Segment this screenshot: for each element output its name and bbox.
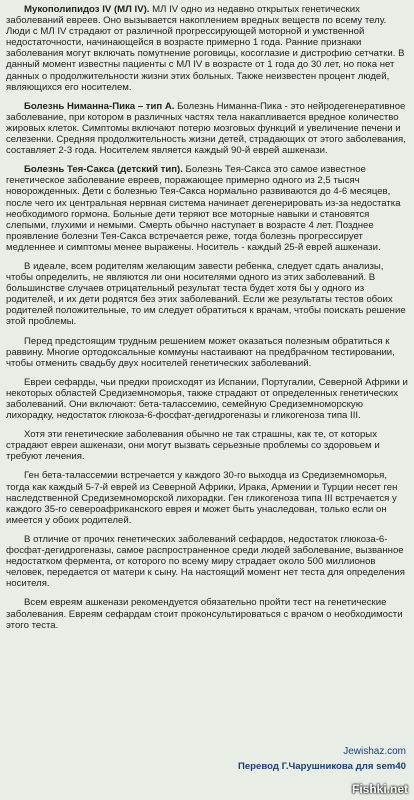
paragraph-frequency: Ген бета-талассемии встречается у каждого 30-го выходца из Средиземноморья, тогда как каждый 5-7-й еврей из Северной Африки, Ирака, Армении и Турции несет ген наследственной Средиземноморской лихорадки. Ген гликогеноза типа III встречается у каждого 35-го североафриканского еврея и может быть унаследован, только если он имеется у обоих родителей. — [6, 470, 398, 526]
paragraph-severity: Хотя эти генетические заболевания обычно не так страшны, как те, от которых страдают евреи ашкенази, они могут вызвать серьезные проблемы со здоровьем и требуют лечения. — [6, 429, 380, 463]
paragraph-sephardim: Евреи сефарды, чьи предки происходят из Испании, Португалии, Северной Африки и некоторых областей Средиземноморья, также страдают от определенных генетических заболеваний. Они включают: бета-талассемию, семейную Средиземноморскую лихорадку, недостаток глюкоза-6-фосфат-дегидрогеназы и гликогеноза типа III. — [6, 376, 408, 422]
paragraph-g6pd: В отличие от прочих генетических заболеваний сефардов, недостаток глюкоза-6-фосфат-дегидрогеназы, самое распространенное среди людей заболевание, вызванное недостатком фермента, от которого по всему миру страдает около 500 миллионов человек, передается от матери к сыну. На настоящий момент нет теста для определения носителя. — [6, 533, 405, 590]
site-watermark: Fishki.net — [351, 782, 408, 796]
paragraph-ml4 — [6, 4, 408, 93]
text-ml4: МЛ IV одно из недавно открытых генетических заболеваний евреев. Оно вызывается накоплением вредных веществ по всему телу. Люди с МЛ IV страдают от различной прогрессирующей моторной и умственной недостаточности, начинающейся в возрасте примерно 1 года. Ранние признаки заболевания могут включать помутнение роговицы, косоглазие и дистрофию сетчатки. В данный момент известны пациенты с МЛ IV в возрасте от 1 года до 30 лет, но пока нет данных о продолжительности жизни этих больных. Также неизвестен процент людей, являющихся его носителем. — [6, 4, 405, 93]
paragraph-testing: В идеале, всем родителям желающим завести ребенка, следует сдать анализы, чтобы определить, не являются ли они носителями одного из этих заболеваний. В большинстве случаев отрицательный результат теста будет хотя бы у одного из родителей, и их дети родятся без этих заболеваний. Если же результаты тестов обоих родителей положительные, то им следует обратиться к врачам, чтобы поискать решение этой проблемы. — [6, 260, 406, 328]
heading-niemann-pick: Болезнь Ниманна-Пика – тип А. — [24, 100, 175, 112]
text-niemann-pick: Болезнь Ниманна-Пика - это нейродегенеративное заболевание, при котором в различных частях тела накапливается вредное количество жировых клеток. Симптомы включают потерю мозговых функций и увеличение печени и селезенки. Средняя продолжительность жизни детей, страдающих от этого заболевания, составляет 2-3 года. Носителем является каждый 90-й еврей ашкенази. — [6, 100, 406, 157]
paragraph-tay-sachs — [6, 164, 408, 253]
paragraph-recommendation: Всем евреям ашкенази рекомендуется обязательно пройти тест на генетические заболевания. Евреям сефардам стоит проконсультироваться с врачом о необходимости этого теста. — [6, 597, 403, 631]
heading-tay-sachs: Болезнь Тея-Сакса (детский тип). — [24, 164, 183, 176]
article-footer — [238, 746, 406, 772]
paragraph-rabbi: Перед предстоящим трудным решением может оказаться полезным обратиться к раввину. Многие ортодоксальные коммуны настаивают на предбрачном тестировании, чтобы отменить свадьбу двух носителей генетических заболеваний. — [6, 335, 395, 369]
translation-credit: Перевод Г.Чарушникова для sem40 — [237, 761, 406, 772]
heading-ml4: Мукополипидоз IV (МЛ IV). — [24, 4, 150, 15]
paragraph-niemann-pick — [6, 101, 408, 156]
text-tay-sachs: Болезнь Тея-Сакса это самое известное генетическое заболевание евреев, поражающее примерно одного из 2,5 тысяч новорожденных. Дети с болезнью Тея-Сакса нормально развиваются до 4-6 месяцев, после чего их центральная нервная система начинает дегенерировать из-за недостатка необходимого гормона. Больные дети теряют все моторные навыки и становятся слепыми, глухими и немыми. Смерть обычно наступает в возрасте 4 лет. Позднее проявление болезни Тея-Сакса встречается реже, тогда болезнь прогрессирует медленнее и симптомы менее выражены. Носитель - каждый 25-й еврей ашкенази. — [6, 164, 401, 253]
source-link[interactable]: Jewishaz.com — [343, 746, 406, 757]
